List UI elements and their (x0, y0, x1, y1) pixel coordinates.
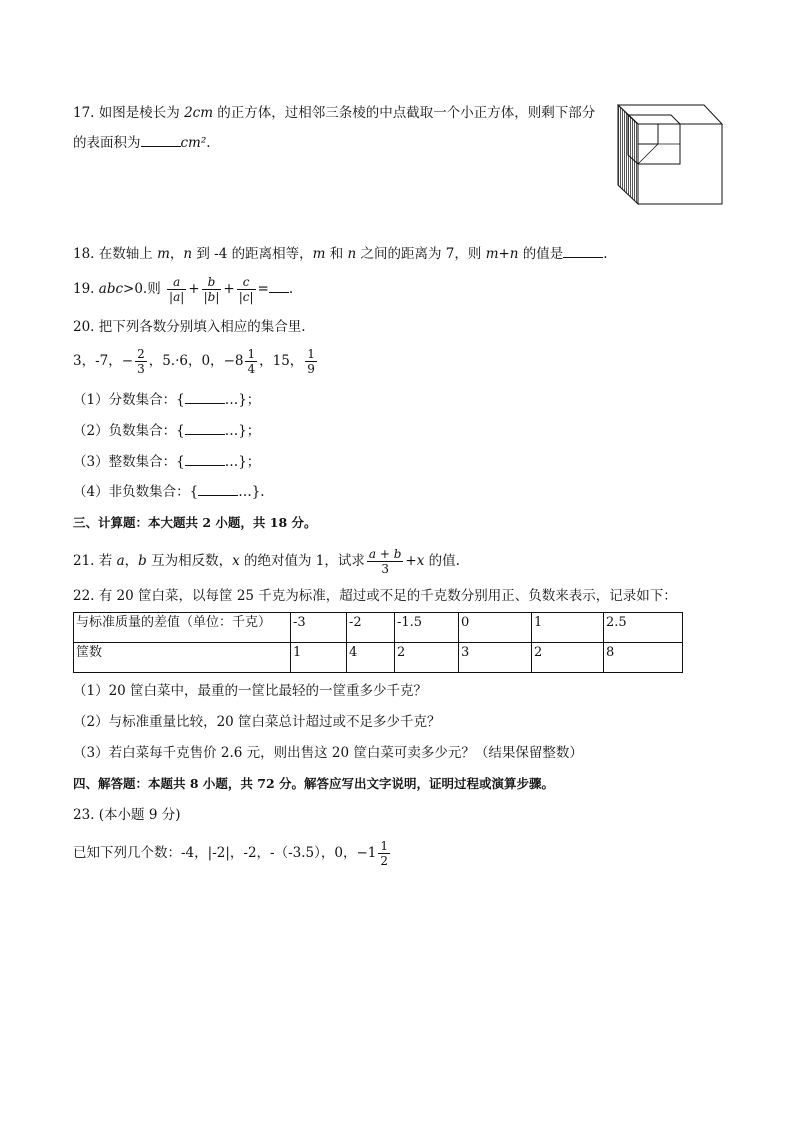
q20-set3-blank[interactable] (185, 465, 225, 466)
q21-var-x2: x (416, 553, 425, 569)
q20-minus: − (121, 353, 134, 369)
q18-var-n: n (183, 246, 193, 262)
q22-intro: 22. 有 20 筐白菜，以每筐 25 千克为标准，超过或不足的千克数分别用正、负数来表示，记录如下： (73, 588, 677, 604)
table-row (74, 613, 683, 643)
q21-text-f: 的值. (424, 553, 460, 569)
q21-text-a: 21. 若 (73, 553, 117, 569)
q18-period: . (603, 246, 608, 262)
q17-line1 (73, 103, 595, 123)
table-cell: 2 (532, 643, 604, 673)
q23-mixed-whole: −1 (356, 845, 377, 861)
q20-fr3-den: 9 (307, 362, 315, 376)
q20-fr1-num: 2 (137, 347, 145, 361)
q21-var-b: b (138, 553, 147, 569)
q21-fraction (367, 547, 404, 576)
q20-set-fractions (73, 390, 260, 410)
q20-set4-blank[interactable] (198, 495, 238, 496)
q20-fraction-2-3 (135, 347, 147, 376)
q20-fraction-1-9 (305, 347, 317, 376)
q19-f2-num: b (207, 275, 216, 289)
q18-text-f: 的值是 (518, 246, 564, 262)
q19-equals: = (257, 281, 269, 297)
q21-frac-num (367, 547, 404, 561)
q18-text-d: 和 (325, 246, 348, 262)
q17-text-b: 的正方体，过相邻三条棱的中点截取一个小正方体，则剩下部分 (213, 105, 596, 121)
q19-f1-num: a (173, 275, 181, 289)
table-header-cell: 与标准质量的差值（单位：千克） (74, 613, 291, 643)
q21-frac-den: 3 (367, 561, 404, 576)
table-cell: 8 (604, 643, 683, 673)
q17-unit: cm² (180, 135, 207, 151)
q23-title: 23. (本小题 9 分) (73, 807, 181, 823)
q20-numbers-a: 3，-7， (73, 353, 122, 369)
q19-f2-den: |b| (203, 290, 220, 304)
q23-fr-num: 1 (380, 839, 389, 853)
q19-period: . (288, 281, 294, 297)
q20-numbers-c: ，15， (259, 353, 304, 369)
q19-f3-den: |c| (238, 290, 254, 304)
q20-set-nonnegatives (73, 482, 265, 502)
table-cell: 3 (459, 643, 532, 673)
table-cell: -3 (291, 613, 347, 643)
table-cell: 0 (459, 613, 532, 643)
q19-f3-num: c (242, 275, 250, 289)
table-cell: 1 (291, 643, 347, 673)
q21-var-a: a (116, 553, 125, 569)
q20-numbers-b: ，5.·6，0， (148, 353, 224, 369)
q22-subquestion-2: （2）与标准重量比较，20 筐白菜总计超过或不足多少千克？ (73, 714, 441, 730)
q20-fr2-num: 1 (247, 347, 256, 361)
section3-heading: 三、计算题：本大题共 2 小题，共 18 分。 (73, 515, 317, 530)
q22-subquestion-3: （3）若白菜每千克售价 2.6 元，则出售这 20 筐白菜可卖多少元？（结果保留整数） (73, 745, 583, 761)
q20-set-negatives (73, 421, 260, 441)
q21-var-x: x (232, 553, 240, 569)
q23-fraction-1-2 (378, 839, 390, 868)
cube-figure (616, 103, 724, 207)
q20-fr2-den: 4 (247, 362, 256, 376)
q19-fraction-b (202, 275, 222, 304)
q18-text-e: 之间的距离为 7，则 (356, 246, 486, 262)
q22-record-table (73, 612, 683, 673)
q21-plus: + (405, 553, 417, 569)
q20-set2-tail: …}； (224, 423, 261, 439)
q17-answer-blank[interactable] (141, 146, 181, 147)
table-cell: -2 (347, 613, 395, 643)
q18-answer-blank[interactable] (563, 257, 603, 258)
q22-subquestion-1: （1）20 筐白菜中，最重的一筐比最轻的一筐重多少千克？ (73, 683, 428, 699)
q20-mixed-whole: −8 (223, 353, 244, 369)
q20-set4-tail: …}. (238, 484, 265, 500)
q18-var-n2: n (347, 246, 357, 262)
q20-fraction-1-4 (245, 347, 257, 376)
q19-number: 19. (73, 281, 99, 297)
table-cell: 2 (395, 643, 459, 673)
q19-fraction-a (167, 275, 186, 304)
q20-set2-blank[interactable] (185, 434, 225, 435)
q17-period: . (206, 135, 211, 151)
q19-f1-den: |a| (169, 290, 185, 304)
q21-line (73, 544, 460, 578)
q18-text-c: 到 -4 的距离相等， (192, 246, 313, 262)
table-cell: 1 (532, 613, 604, 643)
table-header-cell: 筐数 (74, 643, 291, 673)
q20-set3-label: （3）整数集合：{ (73, 454, 185, 470)
q19-fraction-c (237, 275, 256, 304)
q18-var-m: m (157, 246, 170, 262)
q20-set1-label: （1）分数集合：{ (73, 392, 185, 408)
q18-var-m2: m (312, 246, 326, 262)
q21-text-d: 的绝对值为 1，试求 (239, 553, 365, 569)
q20-title: 20. 把下列各数分别填入相应的集合里. (73, 319, 306, 335)
q18-text-b: ， (169, 246, 184, 262)
cube-notch-top (628, 115, 680, 124)
q21-num-text: a + b (368, 547, 402, 561)
q17-text-a: 17. 如图是棱长为 (73, 105, 185, 121)
q20-set1-blank[interactable] (185, 403, 225, 404)
q19-plus1: + (188, 281, 200, 297)
q19-var-abc: abc (98, 281, 124, 297)
q23-fr-den: 2 (380, 854, 389, 868)
q20-set3-tail: …}； (224, 454, 261, 470)
q19-answer-blank[interactable] (269, 292, 289, 293)
q19-plus2: + (223, 281, 235, 297)
q23-numbers (73, 836, 392, 870)
q20-set4-label: （4）非负数集合：{ (73, 484, 199, 500)
q21-text-b: ， (124, 553, 139, 569)
q20-set2-label: （2）负数集合：{ (73, 423, 185, 439)
q19-line (73, 272, 293, 306)
q23-text: 已知下列几个数：-4，|-2|，-2，-（-3.5），0， (73, 845, 357, 861)
table-row (74, 643, 683, 673)
table-cell: 4 (347, 643, 395, 673)
q18-line (73, 244, 608, 264)
q17-var-2cm: 2cm (184, 105, 214, 121)
table-cell: 2.5 (604, 613, 683, 643)
q20-fr3-num: 1 (307, 347, 315, 361)
q18-text-a: 18. 在数轴上 (73, 246, 158, 262)
q17-text-c: 的表面积为 (73, 135, 141, 151)
q18-var-mn: m+n (485, 246, 519, 262)
q20-numbers (73, 344, 319, 378)
q17-line2 (73, 133, 211, 153)
q20-fr1-den: 3 (137, 362, 145, 376)
q20-set1-tail: …}； (224, 392, 261, 408)
q21-text-c: 互为相反数， (146, 553, 233, 569)
table-cell: -1.5 (395, 613, 459, 643)
q19-condition: >0.则 (123, 281, 161, 297)
section4-heading: 四、解答题：本题共 8 小题，共 72 分。解答应写出文字说明，证明过程或演算步骤。 (73, 776, 555, 791)
q20-set-integers (73, 452, 260, 472)
